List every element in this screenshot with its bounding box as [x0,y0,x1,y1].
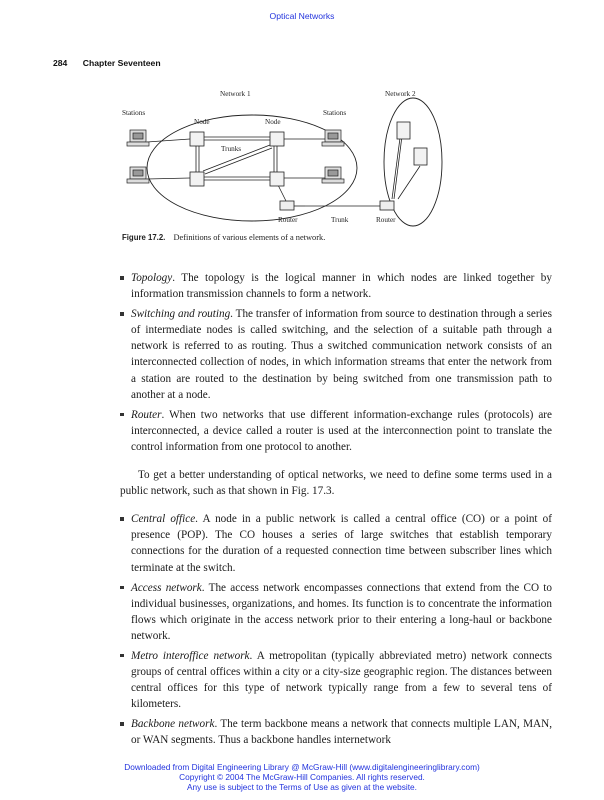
footer-terms: Any use is subject to the Terms of Use as given at the website. [187,782,417,792]
label-trunks: Trunks [221,145,242,153]
station-top-left [127,130,149,146]
item-term: Metro interoffice network [131,649,250,662]
running-head [53,58,161,68]
item-term: Switching and routing [131,308,231,321]
label-node-left: Node [194,118,210,126]
item-term: Backbone network [131,718,215,731]
item-text: . When two networks that use different information-exchange rules (protocols) are interconnected, a device called a router is used at the interconnection point to translate the control information from one protocol to another. [131,408,552,453]
node-bottom-left [190,172,204,186]
chapter-title: Chapter Seventeen [82,58,161,68]
bullet-icon [120,722,124,726]
footer-notice [0,762,604,792]
bullet-icon [120,517,124,521]
item-text: . A metropolitan (typically abbreviated metro) network connects groups of central offices within a city or a city-size geographic region. The distances between central offices for this type of network typically range from a few to several tens of kilometers. [131,649,552,711]
item-text: . The topology is the logical manner in which nodes are linked together by information transmission channels to form a network. [131,272,552,301]
station-computers [127,130,344,183]
list-item [112,407,552,455]
network2-node-top [397,122,410,139]
station-bottom-left [127,167,149,183]
figure-caption [122,233,325,242]
label-network2: Network 2 [385,90,416,98]
station-top-right [322,130,344,146]
router-right-icon [380,201,394,210]
label-router-right: Router [376,216,396,224]
list-item [112,648,552,712]
label-stations-left: Stations [122,109,146,117]
item-term: Topology [131,272,173,284]
list-item [112,716,552,748]
list-item [112,580,552,644]
bullet-icon [120,586,124,590]
network-figure [110,84,450,234]
footer-download-link[interactable]: Downloaded from Digital Engineering Library @ McGraw-Hill (www.digitalengineeringlibrary.com) [124,762,480,772]
item-text: . The term backbone means a network that connects multiple LAN, MAN, or WAN segments. Thus a backbone handles internetwork [131,718,552,747]
item-term: Access network [131,581,202,594]
page-number: 284 [53,58,68,68]
top-banner: Optical Networks [269,11,335,21]
body-paragraph: To get a better understanding of optical networks, we need to define some terms used in a public network, such as that shown in Fig. 17.3. [120,469,552,498]
item-text: . The access network encompasses connections that extend from the CO to individual businesses, organizations, and homes. Its function is to concentrate the information flows which originate in the access network prior to their entering a long-haul or backbone network. [131,581,552,642]
nodes [190,122,427,186]
footer-copyright: Copyright © 2004 The McGraw-Hill Companies. All rights reserved. [179,772,425,782]
network2-node-middle [414,148,427,165]
trunk-lines [196,137,277,180]
figure-number: Figure 17.2. [122,233,166,242]
label-trunk: Trunk [331,216,349,224]
item-term: Central office [131,513,196,526]
routers [280,201,394,210]
item-text: . A node in a public network is called a central office (CO) or a point of presence (POP). The CO houses a series of large switches that establish temporary connections for the duration of a requested connection time between subscriber lines which terminate at the switch. [131,513,552,574]
network-diagram [110,84,450,234]
body-text [112,270,552,753]
list-item [112,511,552,575]
label-stations-right: Stations [323,109,347,117]
station-bottom-right [322,167,344,183]
list-item [112,306,552,403]
figure-caption-text: Definitions of various elements of a network. [173,233,326,242]
list-item [112,270,552,302]
label-node-right: Node [265,118,281,126]
node-bottom-right [270,172,284,186]
bullet-icon [120,312,124,316]
label-router-left: Router [278,216,298,224]
item-term: Router [131,408,162,421]
node-top-right [270,132,284,146]
router-left-icon [280,201,294,210]
item-text: . The transfer of information from source to destination through a series of intermediate nodes is called switching, and the selection of a suitable path through a network is referred to as routing. Thus a switched communication network consists of an interconnected collection of nodes, in which information streams that enter the network from a station are routed to the destination by being switched from one transmission path to another at a node. [131,308,552,401]
bullet-icon [120,276,124,280]
bullet-icon [120,654,124,658]
bullet-icon [120,413,124,417]
label-network1: Network 1 [220,90,251,98]
node-top-left [190,132,204,146]
